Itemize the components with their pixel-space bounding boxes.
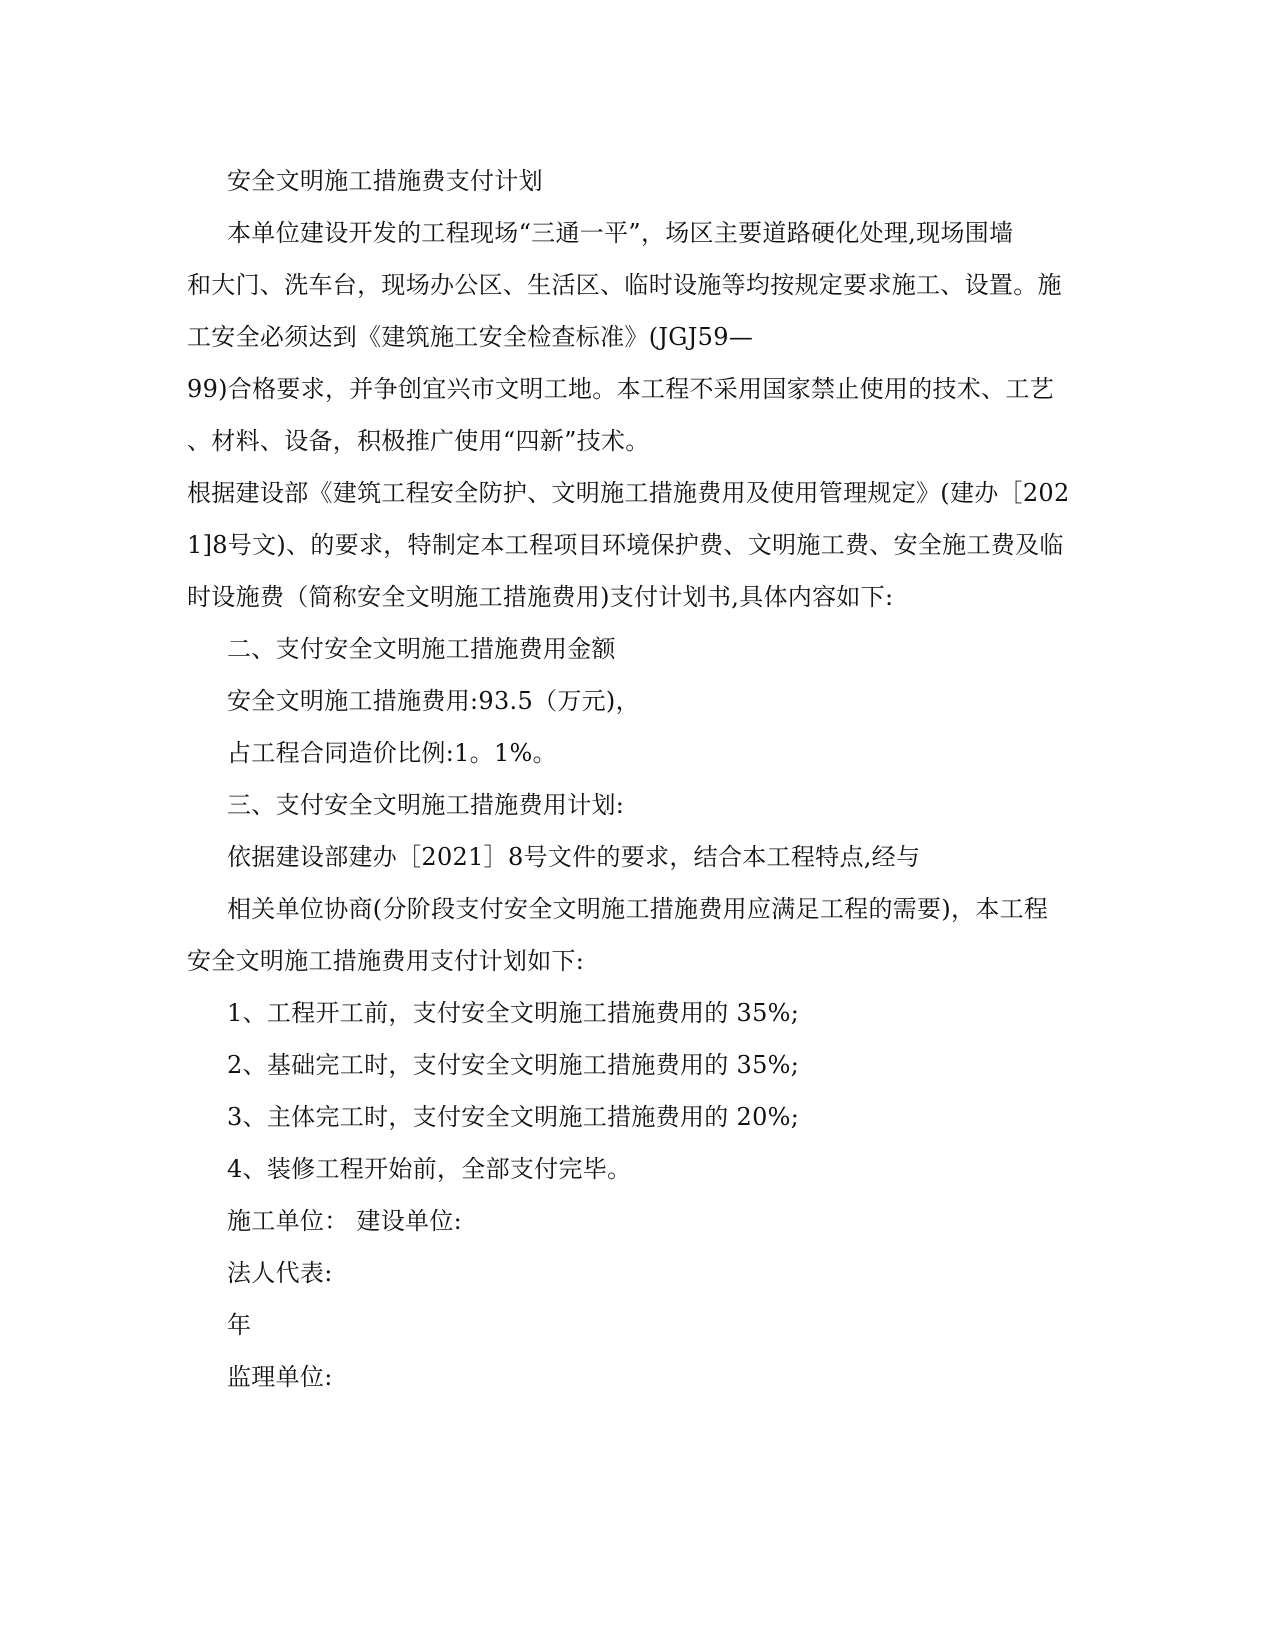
basis-line-3: 时设施费（简称安全文明施工措施费用)支付计划书,具体内容如下: — [187, 583, 894, 611]
section-3-para-1: 依据建设部建办［2021］8号文件的要求，结合本工程特点,经与 — [227, 843, 921, 871]
basis-line-2: 1]8号文)、的要求，特制定本工程项目环境保护费、文明施工费、安全施工费及临 — [187, 531, 1064, 559]
section-3-heading: 三、支付安全文明施工措施费用计划: — [227, 791, 625, 819]
section-3-para-2b: 安全文明施工措施费用支付计划如下: — [187, 947, 585, 975]
intro-line-5: 、材料、设备，积极推广使用“四新”技术。 — [187, 427, 650, 455]
intro-line-3: 工安全必须达到《建筑施工安全检查标准》(JGJ59— — [187, 323, 754, 351]
plan-item-2: 2、基础完工时，支付安全文明施工措施费用的 35%; — [227, 1051, 800, 1079]
plan-item-1: 1、工程开工前，支付安全文明施工措施费用的 35%; — [227, 999, 800, 1027]
fee-amount: 安全文明施工措施费用:93.5（万元)， — [227, 687, 640, 715]
section-3-para-2a: 相关单位协商(分阶段支付安全文明施工措施费用应满足工程的需要)，本工程 — [227, 895, 1049, 923]
plan-item-4: 4、装修工程开始前，全部支付完毕。 — [227, 1155, 632, 1183]
intro-line-2: 和大门、洗车台，现场办公区、生活区、临时设施等均按规定要求施工、设置。施 — [187, 271, 1062, 299]
signature-supervision-unit: 监理单位: — [227, 1363, 333, 1391]
signature-construction-unit: 施工单位： 建设单位: — [227, 1207, 463, 1235]
signature-year: 年 — [227, 1311, 252, 1339]
intro-line-4: 99)合格要求，并争创宜兴市文明工地。本工程不采用国家禁止使用的技术、工艺 — [187, 375, 1054, 403]
signature-legal-rep: 法人代表: — [227, 1259, 333, 1287]
plan-item-3: 3、主体完工时，支付安全文明施工措施费用的 20%; — [227, 1103, 800, 1131]
section-2-heading: 二、支付安全文明施工措施费用金额 — [227, 635, 616, 663]
fee-ratio: 占工程合同造价比例:1。1%。 — [227, 739, 557, 767]
basis-line-1: 根据建设部《建筑工程安全防护、文明施工措施费用及使用管理规定》(建办［202 — [187, 479, 1070, 507]
document-title: 安全文明施工措施费支付计划 — [227, 167, 543, 195]
intro-line-1: 本单位建设开发的工程现场“三通一平”，场区主要道路硬化处理,现场围墙 — [227, 219, 1014, 247]
